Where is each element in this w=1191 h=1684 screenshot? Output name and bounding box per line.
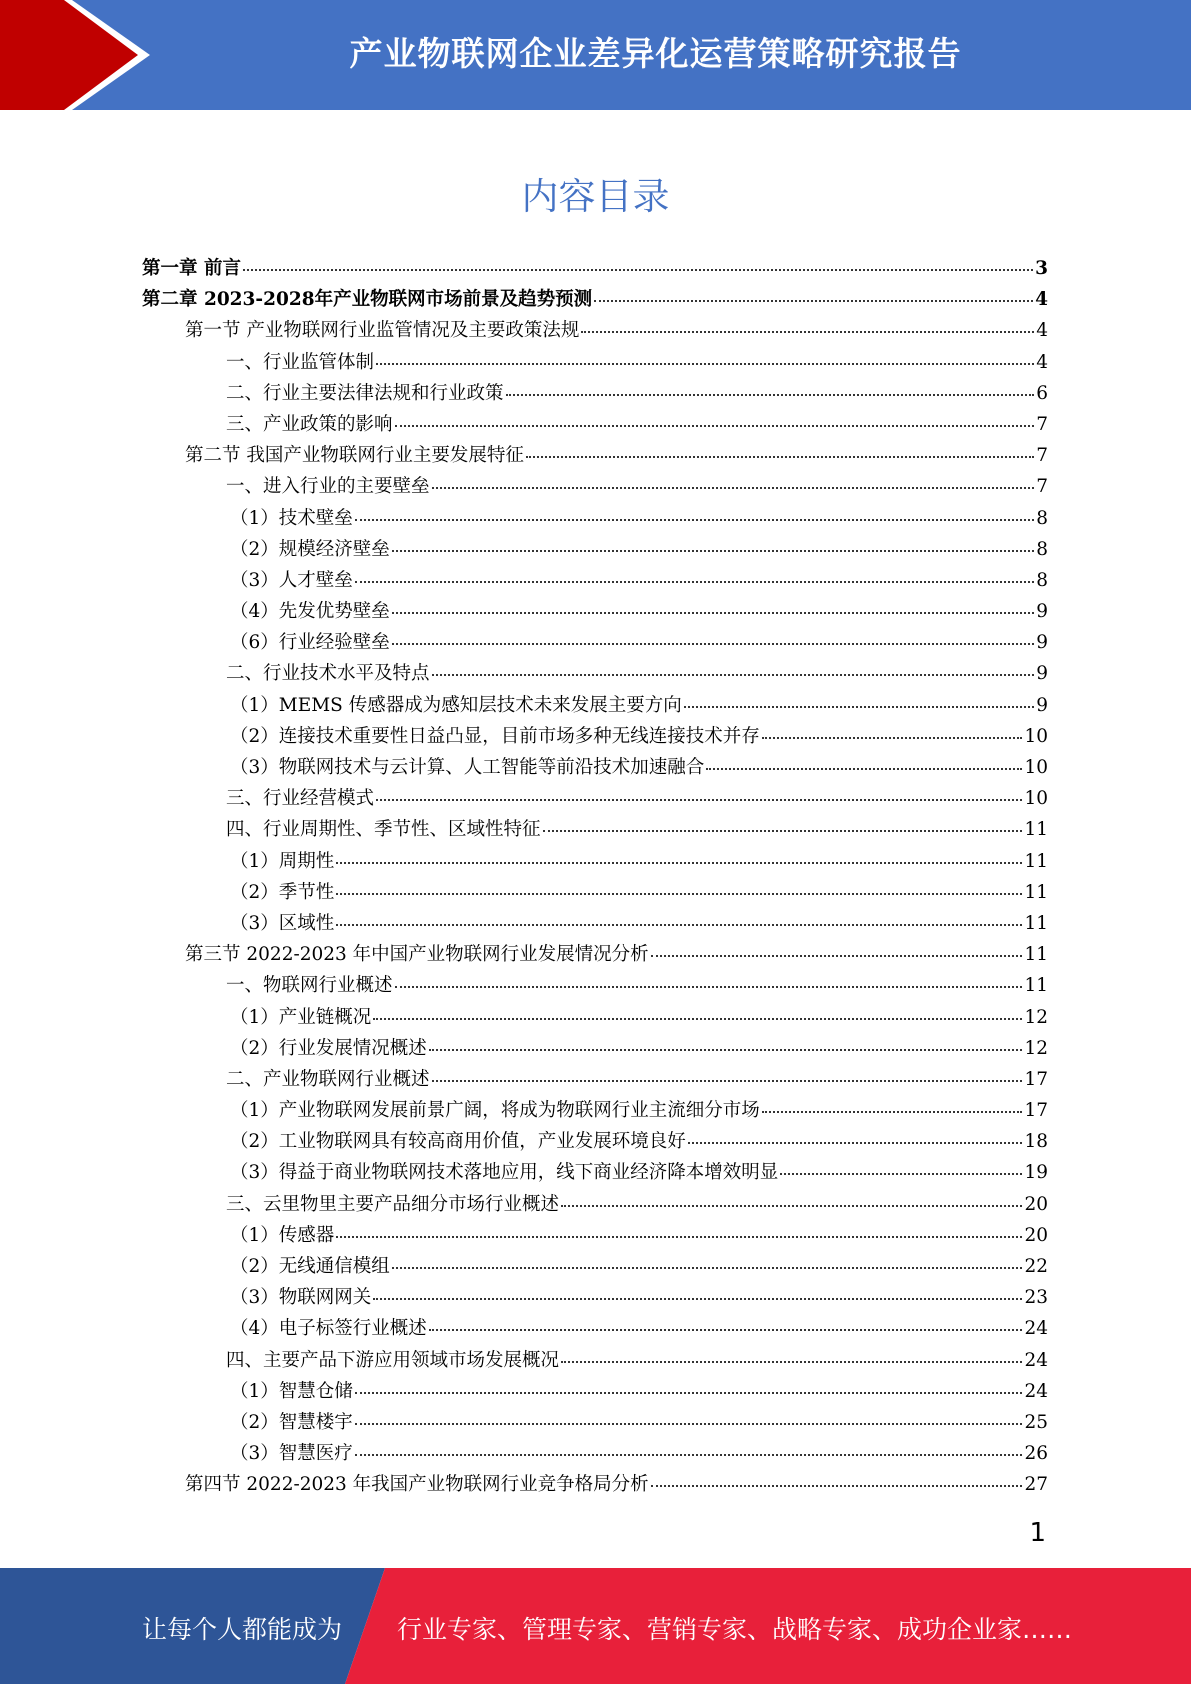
toc-entry[interactable] [142, 471, 1048, 502]
toc-entry[interactable] [142, 565, 1048, 596]
toc-dot-leader [429, 1329, 1023, 1331]
toc-dot-leader [432, 487, 1035, 489]
toc-entry-page: 11 [1024, 881, 1048, 903]
toc-dot-leader [684, 706, 1035, 708]
toc-entry-page: 4 [1036, 351, 1048, 373]
toc-entry[interactable] [142, 534, 1048, 565]
toc-entry-page: 24 [1024, 1318, 1048, 1340]
toc-dot-leader [762, 737, 1023, 739]
toc-dot-leader [392, 612, 1034, 614]
toc-entry-label: 一、物联网行业概述 [226, 975, 393, 997]
toc-entry-page: 25 [1024, 1411, 1048, 1433]
toc-entry-label: （2）连接技术重要性日益凸显，目前市场多种无线连接技术并存 [230, 725, 760, 747]
toc-entry[interactable] [142, 721, 1048, 752]
toc-entry-page: 10 [1024, 725, 1048, 747]
toc-entry[interactable] [142, 1064, 1048, 1095]
toc-entry-label: 二、行业技术水平及特点 [226, 663, 430, 685]
report-title: 产业物联网企业差异化运营策略研究报告 [349, 34, 962, 73]
toc-dot-leader [392, 550, 1034, 552]
toc-entry-page: 4 [1036, 320, 1048, 342]
toc-dot-leader [243, 269, 1033, 271]
toc-dot-leader [336, 1236, 1022, 1238]
toc-entry[interactable] [142, 783, 1048, 814]
toc-entry[interactable] [142, 409, 1048, 440]
toc-entry-page: 9 [1036, 632, 1048, 654]
toc-entry-page: 9 [1036, 601, 1048, 623]
toc-entry[interactable] [142, 752, 1048, 783]
toc-entry-label: （3）物联网网关 [230, 1287, 372, 1309]
toc-entry-label: （1）周期性 [230, 850, 335, 872]
toc-dot-leader [429, 1049, 1023, 1051]
toc-entry-label: （2）智慧楼宇 [230, 1411, 353, 1433]
toc-entry[interactable] [142, 315, 1048, 346]
toc-entry-label: （2）规模经济壁垒 [230, 538, 390, 560]
toc-entry-label: （2）工业物联网具有较高商用价值，产业发展环境良好 [230, 1131, 686, 1153]
toc-entry-label: （1）智慧仓储 [230, 1380, 353, 1402]
toc-entry-page: 11 [1024, 944, 1048, 966]
toc-entry-label: （1）产业物联网发展前景广阔，将成为物联网行业主流细分市场 [230, 1100, 760, 1122]
toc-entry-label: （4）电子标签行业概述 [230, 1318, 427, 1340]
toc-entry-label: 第一章 前言 [142, 258, 241, 279]
toc-entry[interactable] [142, 1220, 1048, 1251]
toc-dot-leader [376, 363, 1034, 365]
footer-slogan-left: 让每个人都能成为 [142, 1615, 343, 1644]
toc-dot-leader [432, 1080, 1023, 1082]
toc-entry[interactable] [142, 627, 1048, 658]
toc-entry-page: 11 [1024, 912, 1048, 934]
toc-entry-label: 三、云里物里主要产品细分市场行业概述 [226, 1193, 560, 1215]
toc-entry-page: 11 [1024, 819, 1048, 841]
toc-dot-leader [395, 425, 1035, 427]
toc-dot-leader [355, 1423, 1023, 1425]
toc-entry-label: 第二章 2023-2028年产业物联网市场前景及趋势预测 [142, 289, 593, 311]
toc-entry-label: （3）人才壁垒 [230, 569, 353, 591]
toc-entry-label: （2）行业发展情况概述 [230, 1037, 427, 1059]
toc-entry-page: 20 [1024, 1193, 1048, 1215]
toc-entry-page: 19 [1024, 1162, 1048, 1184]
toc-dot-leader [651, 1485, 1023, 1487]
toc-entry[interactable] [142, 503, 1048, 534]
toc-dot-leader [706, 768, 1022, 770]
toc-dot-leader [581, 331, 1034, 333]
toc-dot-leader [561, 1205, 1022, 1207]
toc-entry[interactable] [142, 690, 1048, 721]
toc-entry-page: 26 [1024, 1443, 1048, 1465]
toc-entry-page: 10 [1024, 757, 1048, 778]
toc-entry-label: （3）物联网技术与云计算、人工智能等前沿技术加速融合 [230, 757, 705, 778]
toc-entry-page: 4 [1035, 289, 1048, 311]
toc-dot-leader [355, 519, 1034, 521]
toc-entry[interactable] [142, 1251, 1048, 1282]
toc-dot-leader [392, 643, 1034, 645]
toc-dot-leader [506, 394, 1035, 396]
toc-entry-label: （3）智慧医疗 [230, 1443, 353, 1465]
toc-entry[interactable] [142, 1157, 1048, 1188]
footer-slogan-right: 行业专家、管理专家、营销专家、战略专家、成功企业家…… [397, 1615, 1073, 1644]
toc-entry-label: （1）传感器 [230, 1224, 335, 1246]
table-of-contents [142, 253, 1048, 1501]
toc-entry-label: 第三节 2022-2023 年中国产业物联网行业发展情况分析 [185, 944, 649, 966]
toc-dot-leader [780, 1173, 1022, 1175]
toc-dot-leader [376, 799, 1022, 801]
toc-entry[interactable] [142, 814, 1048, 845]
toc-entry-page: 3 [1035, 258, 1048, 279]
toc-entry-page: 24 [1024, 1380, 1048, 1402]
toc-entry-label: 三、行业经营模式 [226, 788, 375, 810]
toc-entry[interactable] [142, 877, 1048, 908]
toc-entry-label: 四、行业周期性、季节性、区域性特征 [226, 819, 541, 841]
toc-entry-page: 9 [1036, 694, 1048, 716]
toc-dot-leader [336, 924, 1022, 926]
toc-entry-label: 二、行业主要法律法规和行业政策 [226, 382, 504, 404]
toc-entry-label: （3）得益于商业物联网技术落地应用，线下商业经济降本增效明显 [230, 1162, 779, 1184]
toc-entry-page: 12 [1024, 1006, 1048, 1028]
toc-entry-label: 二、产业物联网行业概述 [226, 1068, 430, 1090]
toc-entry[interactable] [142, 908, 1048, 939]
toc-entry[interactable] [142, 846, 1048, 877]
toc-entry[interactable] [142, 1313, 1048, 1344]
toc-entry[interactable] [142, 939, 1048, 970]
toc-entry-page: 7 [1036, 413, 1048, 435]
toc-dot-leader [395, 986, 1023, 988]
toc-entry-label: （6）行业经验壁垒 [230, 632, 390, 654]
toc-entry-page: 11 [1024, 975, 1048, 997]
toc-dot-leader [355, 1392, 1023, 1394]
toc-entry-label: 一、行业监管体制 [226, 351, 375, 373]
toc-entry-page: 24 [1024, 1349, 1048, 1371]
toc-entry[interactable] [142, 284, 1048, 315]
toc-entry-page: 17 [1024, 1068, 1048, 1090]
toc-entry-page: 17 [1024, 1100, 1048, 1122]
page-number: 1 [1029, 1518, 1046, 1548]
toc-entry[interactable] [142, 1407, 1048, 1438]
toc-entry-page: 7 [1036, 445, 1048, 467]
toc-dot-leader [688, 1142, 1023, 1144]
toc-dot-leader [373, 1298, 1022, 1300]
toc-entry-label: （2）季节性 [230, 881, 335, 903]
toc-entry-label: 三、产业政策的影响 [226, 413, 393, 435]
footer-band [0, 1568, 1191, 1684]
toc-entry[interactable] [142, 1376, 1048, 1407]
toc-dot-leader [355, 581, 1034, 583]
toc-entry-label: （1）产业链概况 [230, 1006, 372, 1028]
toc-dot-leader [336, 862, 1022, 864]
toc-entry-page: 6 [1036, 382, 1048, 404]
toc-entry-page: 23 [1024, 1287, 1048, 1309]
toc-entry[interactable] [142, 253, 1048, 284]
toc-entry[interactable] [142, 1033, 1048, 1064]
toc-heading: 内容目录 [521, 175, 670, 218]
toc-entry-page: 27 [1024, 1474, 1048, 1496]
toc-entry-label: （1）技术壁垒 [230, 507, 353, 529]
toc-dot-leader [432, 674, 1035, 676]
toc-entry-label: （2）无线通信模组 [230, 1256, 390, 1277]
toc-dot-leader [355, 1454, 1023, 1456]
toc-entry-label: 第一节 产业物联网行业监管情况及主要政策法规 [185, 320, 580, 342]
toc-entry[interactable] [142, 596, 1048, 627]
toc-dot-leader [526, 456, 1034, 458]
toc-dot-leader [561, 1361, 1022, 1363]
toc-entry-label: 四、主要产品下游应用领域市场发展概况 [226, 1349, 560, 1371]
toc-entry-label: 第二节 我国产业物联网行业主要发展特征 [185, 445, 524, 467]
toc-entry[interactable] [142, 1469, 1048, 1500]
toc-dot-leader [336, 893, 1022, 895]
toc-entry[interactable] [142, 378, 1048, 409]
toc-entry-page: 8 [1036, 507, 1048, 529]
toc-entry[interactable] [142, 440, 1048, 471]
toc-entry-page: 8 [1036, 569, 1048, 591]
toc-entry[interactable] [142, 1002, 1048, 1033]
toc-dot-leader [762, 1111, 1023, 1113]
toc-entry-page: 22 [1024, 1256, 1048, 1277]
toc-entry[interactable] [142, 1438, 1048, 1469]
toc-entry-page: 7 [1036, 476, 1048, 498]
toc-entry-page: 10 [1024, 788, 1048, 810]
toc-entry-label: （1）MEMS 传感器成为感知层技术未来发展主要方向 [230, 694, 682, 716]
toc-dot-leader [392, 1267, 1023, 1269]
toc-dot-leader [373, 1018, 1022, 1020]
toc-dot-leader [651, 955, 1023, 957]
toc-dot-leader [594, 300, 1033, 302]
toc-entry[interactable] [142, 1282, 1048, 1313]
toc-entry-page: 20 [1024, 1224, 1048, 1246]
toc-entry[interactable] [142, 347, 1048, 378]
toc-entry-label: （4）先发优势壁垒 [230, 601, 390, 623]
toc-entry-page: 18 [1024, 1131, 1048, 1153]
toc-entry[interactable] [142, 1345, 1048, 1376]
toc-entry-page: 9 [1036, 663, 1048, 685]
toc-entry[interactable] [142, 1126, 1048, 1157]
toc-entry-page: 8 [1036, 538, 1048, 560]
toc-entry-label: 一、进入行业的主要壁垒 [226, 476, 430, 498]
toc-entry-label: 第四节 2022-2023 年我国产业物联网行业竞争格局分析 [185, 1474, 649, 1496]
toc-entry[interactable] [142, 658, 1048, 689]
toc-dot-leader [543, 830, 1023, 832]
header-band [0, 0, 1191, 110]
toc-entry[interactable] [142, 1189, 1048, 1220]
toc-entry-page: 12 [1024, 1037, 1048, 1059]
toc-entry[interactable] [142, 970, 1048, 1001]
toc-entry-label: （3）区域性 [230, 912, 335, 934]
toc-entry[interactable] [142, 1095, 1048, 1126]
toc-entry-page: 11 [1024, 850, 1048, 872]
